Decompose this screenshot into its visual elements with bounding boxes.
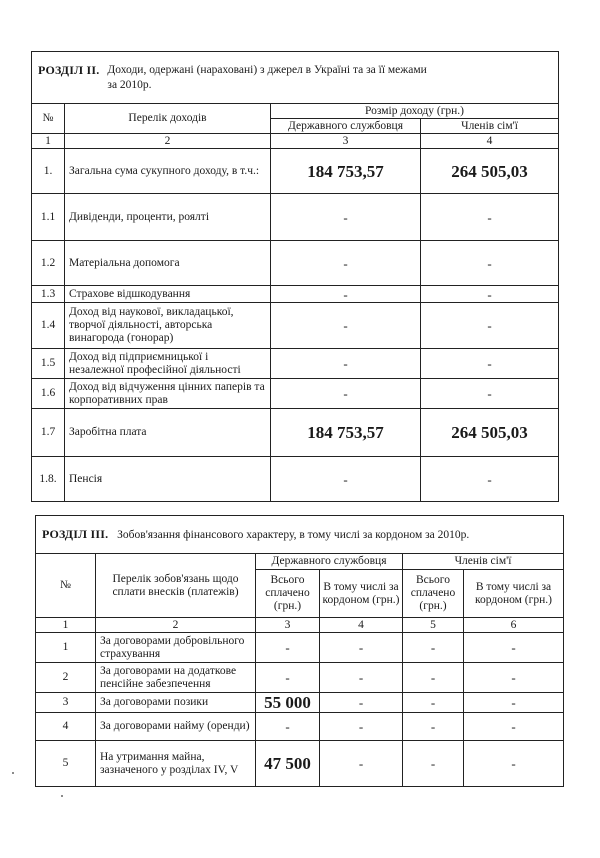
table-row xyxy=(32,149,559,194)
table-row xyxy=(32,349,559,379)
row-official-abroad: - xyxy=(320,663,403,693)
col-num: 2 xyxy=(96,618,256,633)
row-family-abroad: - xyxy=(464,741,564,787)
row-official-abroad: - xyxy=(320,741,403,787)
row-no: 1.8. xyxy=(32,457,65,502)
section-3-title-text: Зобов'язання фінансового характеру, в тому числі за кордоном за 2010р. xyxy=(117,528,470,541)
row-name: Страхове відшкодування xyxy=(65,286,271,303)
table-row xyxy=(36,693,564,713)
row-official-amount: - xyxy=(271,349,421,379)
col-num: 4 xyxy=(320,618,403,633)
row-name: За договорами позики xyxy=(96,693,256,713)
col-num: 3 xyxy=(271,134,421,149)
row-official-amount: - xyxy=(271,194,421,241)
row-no: 5 xyxy=(36,741,96,787)
table-row xyxy=(32,303,559,349)
row-name: Заробітна плата xyxy=(65,409,271,457)
row-family-amount: - xyxy=(421,194,559,241)
row-official-abroad: - xyxy=(320,693,403,713)
row-official-amount: - xyxy=(271,457,421,502)
header-official-group: Державного службовця xyxy=(256,554,403,570)
row-name: Матеріальна допомога xyxy=(65,241,271,286)
row-name: Дивіденди, проценти, роялті xyxy=(65,194,271,241)
section-3-title xyxy=(36,516,564,554)
row-no: 1.2 xyxy=(32,241,65,286)
header-no: № xyxy=(36,554,96,618)
header-official: Державного службовця xyxy=(271,119,421,134)
row-family-abroad: - xyxy=(464,663,564,693)
row-family-amount: - xyxy=(421,303,559,349)
section-2-income-table xyxy=(31,51,559,502)
row-no: 1.7 xyxy=(32,409,65,457)
header-family-total-paid: Всього сплачено (грн.) xyxy=(403,570,464,618)
row-official-amount: - xyxy=(271,379,421,409)
row-official-abroad: - xyxy=(320,633,403,663)
row-family-abroad: - xyxy=(464,633,564,663)
row-no: 1.3 xyxy=(32,286,65,303)
row-family-abroad: - xyxy=(464,713,564,741)
col-num: 1 xyxy=(32,134,65,149)
section-2-title-row xyxy=(32,52,559,104)
table-row xyxy=(32,194,559,241)
table-row xyxy=(32,286,559,303)
row-official-total: - xyxy=(256,663,320,693)
row-family-total: - xyxy=(403,713,464,741)
section-2-title-line2: за 2010р. xyxy=(107,78,152,91)
header-family-group: Членів сім'ї xyxy=(403,554,564,570)
row-name: Загальна сума сукупного доходу, в т.ч.: xyxy=(65,149,271,194)
row-name: За договорами добровільного страхування xyxy=(96,633,256,663)
row-official-amount: 184 753,57 xyxy=(271,409,421,457)
row-no: 1 xyxy=(36,633,96,663)
header-obligation-list: Перелік зобов'язань щодо сплати внесків (платежів) xyxy=(96,554,256,618)
row-official-total: - xyxy=(256,633,320,663)
row-family-amount: - xyxy=(421,349,559,379)
table-row xyxy=(36,633,564,663)
col-num: 3 xyxy=(256,618,320,633)
header-income-list: Перелік доходів xyxy=(65,104,271,134)
table-row xyxy=(36,663,564,693)
row-family-amount: 264 505,03 xyxy=(421,149,559,194)
header-family-abroad: В тому числі за кордоном (грн.) xyxy=(464,570,564,618)
row-no: 1.4 xyxy=(32,303,65,349)
table-row xyxy=(32,379,559,409)
table-row xyxy=(32,241,559,286)
header-family: Членів сім'ї xyxy=(421,119,559,134)
row-official-total: - xyxy=(256,713,320,741)
col-num: 1 xyxy=(36,618,96,633)
row-no: 1.5 xyxy=(32,349,65,379)
table-row xyxy=(36,713,564,741)
row-family-total: - xyxy=(403,693,464,713)
section-2-label: РОЗДІЛ ІІ. xyxy=(38,62,100,77)
row-name: Доход від відчуження цінних паперів та корпоративних прав xyxy=(65,379,271,409)
table-row xyxy=(36,741,564,787)
col-num: 5 xyxy=(403,618,464,633)
header-income-amount: Розмір доходу (грн.) xyxy=(271,104,559,119)
table-row xyxy=(32,457,559,502)
row-family-abroad: - xyxy=(464,693,564,713)
row-family-amount: - xyxy=(421,379,559,409)
row-official-amount: - xyxy=(271,286,421,303)
col-num: 2 xyxy=(65,134,271,149)
section-2-title xyxy=(32,52,559,104)
section-3-title-row xyxy=(36,516,564,554)
row-official-total: 55 000 xyxy=(256,693,320,713)
col-num: 6 xyxy=(464,618,564,633)
row-name: На утримання майна, зазначеного у розділах IV, V xyxy=(96,741,256,787)
column-number-row xyxy=(36,618,564,633)
row-name: За договорами на додаткове пенсійне забезпечення xyxy=(96,663,256,693)
row-name: За договорами найму (оренди) xyxy=(96,713,256,741)
row-family-amount: 264 505,03 xyxy=(421,409,559,457)
row-family-amount: - xyxy=(421,457,559,502)
table-row xyxy=(32,409,559,457)
row-no: 1.6 xyxy=(32,379,65,409)
row-family-amount: - xyxy=(421,286,559,303)
row-no: 3 xyxy=(36,693,96,713)
row-no: 1. xyxy=(32,149,65,194)
row-family-amount: - xyxy=(421,241,559,286)
section-3-obligations-table xyxy=(35,515,564,787)
row-family-total: - xyxy=(403,663,464,693)
scan-speck xyxy=(12,772,14,774)
row-official-abroad: - xyxy=(320,713,403,741)
section-2-title-line1: Доходи, одержані (нараховані) з джерел в Україні та за її межами xyxy=(107,63,427,76)
header-official-abroad: В тому числі за кордоном (грн.) xyxy=(320,570,403,618)
col-num: 4 xyxy=(421,134,559,149)
row-official-amount: 184 753,57 xyxy=(271,149,421,194)
row-official-total: 47 500 xyxy=(256,741,320,787)
row-family-total: - xyxy=(403,633,464,663)
row-family-total: - xyxy=(403,741,464,787)
row-no: 4 xyxy=(36,713,96,741)
row-official-amount: - xyxy=(271,303,421,349)
row-name: Доход від наукової, викладацької, творчої діяльності, авторська винагорода (гонорар) xyxy=(65,303,271,349)
header-official-total-paid: Всього сплачено (грн.) xyxy=(256,570,320,618)
row-name: Пенсія xyxy=(65,457,271,502)
row-official-amount: - xyxy=(271,241,421,286)
header-no: № xyxy=(32,104,65,134)
row-no: 1.1 xyxy=(32,194,65,241)
row-no: 2 xyxy=(36,663,96,693)
scan-speck xyxy=(61,795,63,797)
column-number-row xyxy=(32,134,559,149)
row-name: Доход від підприємницької і незалежної професійної діяльності xyxy=(65,349,271,379)
section-3-label: РОЗДІЛ ІІІ. xyxy=(42,526,109,541)
